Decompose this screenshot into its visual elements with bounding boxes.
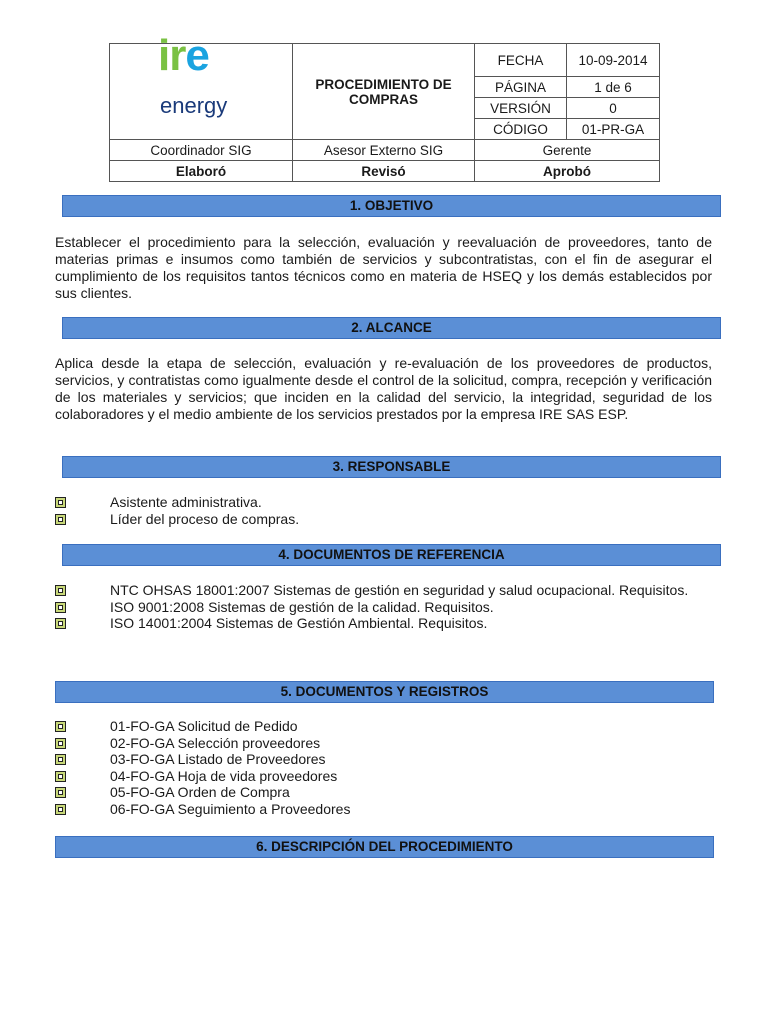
action-aprobo: Aprobó <box>475 161 660 182</box>
field-value-fecha: 10-09-2014 <box>567 44 660 77</box>
list-item-text: ISO 14001:2004 Sistemas de Gestión Ambiental. Requisitos. <box>110 615 488 632</box>
list-item-text: 02-FO-GA Selección proveedores <box>110 734 321 751</box>
company-logo <box>156 31 246 130</box>
field-value-codigo: 01-PR-GA <box>567 119 660 140</box>
role-gerente: Gerente <box>475 140 660 161</box>
registros-list <box>55 718 715 818</box>
logo-text-energy: energy <box>160 93 228 118</box>
field-label-codigo: CÓDIGO <box>475 119 567 140</box>
list-item <box>55 599 715 616</box>
section-title-responsable: 3. RESPONSABLE <box>62 456 721 478</box>
bullet-icon <box>55 721 66 732</box>
alcance-text: Aplica desde la etapa de selección, evaluación y re-evaluación de los proveedores de productos, servicios, y contratistas como igualmente desde el control de la solicitud, compra, recepción y verificación de los materiales y servicios; que inciden en la calidad del servicio, la integridad, seguridad de los colaboradores y el medio ambiente de los servicios prestados por la empresa IRE SAS ESP. <box>55 355 712 422</box>
objetivo-text: Establecer el procedimiento para la selección, evaluación y reevaluación de proveedores, tanto de materias primas e insumos como también de servicios y subcontratistas, con el fin de asegurar el cumplimiento de los requisitos tantos técnicos como en materia de HSEQ y los demás establecidos por sus clientes. <box>55 234 712 301</box>
section-title-alcance: 2. ALCANCE <box>62 317 721 339</box>
bullet-icon <box>55 497 66 508</box>
list-item <box>55 615 715 632</box>
section-title-referencia: 4. DOCUMENTOS DE REFERENCIA <box>62 544 721 566</box>
section-title-descripcion: 6. DESCRIPCIÓN DEL PROCEDIMIENTO <box>55 836 714 858</box>
list-item <box>55 751 715 768</box>
bullet-icon <box>55 618 66 629</box>
list-item <box>55 582 715 599</box>
responsable-list <box>55 494 715 527</box>
list-item-text: Líder del proceso de compras. <box>110 510 300 527</box>
bullet-icon <box>55 514 66 525</box>
bullet-icon <box>55 738 66 749</box>
section-title-objetivo: 1. OBJETIVO <box>62 195 721 217</box>
document-title: PROCEDIMIENTO DE COMPRAS <box>293 44 475 140</box>
list-item-text: 05-FO-GA Orden de Compra <box>110 784 290 801</box>
list-item <box>55 718 715 735</box>
list-item-text: 06-FO-GA Seguimiento a Proveedores <box>110 800 351 817</box>
list-item <box>55 511 715 528</box>
bullet-icon <box>55 771 66 782</box>
list-item-text: 01-FO-GA Solicitud de Pedido <box>110 718 298 734</box>
field-label-pagina: PÁGINA <box>475 77 567 98</box>
list-item <box>55 768 715 785</box>
list-item-text: Asistente administrativa. <box>110 494 262 510</box>
field-value-version: 0 <box>567 98 660 119</box>
list-item-text: ISO 9001:2008 Sistemas de gestión de la calidad. Requisitos. <box>110 598 494 615</box>
header-table <box>109 31 660 182</box>
logo-letter-e: e <box>185 31 209 80</box>
role-asesor: Asesor Externo SIG <box>293 140 475 161</box>
list-item-text: 03-FO-GA Listado de Proveedores <box>110 751 326 768</box>
list-item <box>55 494 715 511</box>
action-elaboro: Elaboró <box>110 161 293 182</box>
list-item-text: 04-FO-GA Hoja de vida proveedores <box>110 767 338 784</box>
section-title-registros: 5. DOCUMENTOS Y REGISTROS <box>55 681 714 703</box>
field-label-fecha: FECHA <box>475 44 567 77</box>
list-item <box>55 801 715 818</box>
list-item <box>55 735 715 752</box>
bullet-icon <box>55 602 66 613</box>
logo-cell <box>110 31 293 140</box>
list-item <box>55 784 715 801</box>
list-item-text: NTC OHSAS 18001:2007 Sistemas de gestión en seguridad y salud ocupacional. Requisitos. <box>110 582 689 598</box>
bullet-icon <box>55 754 66 765</box>
action-reviso: Revisó <box>293 161 475 182</box>
logo-text-ire: ire <box>158 31 209 80</box>
referencia-list <box>55 582 715 632</box>
bullet-icon <box>55 585 66 596</box>
role-coordinador: Coordinador SIG <box>110 140 293 161</box>
field-value-pagina: 1 de 6 <box>567 77 660 98</box>
bullet-icon <box>55 804 66 815</box>
bullet-icon <box>55 787 66 798</box>
field-label-version: VERSIÓN <box>475 98 567 119</box>
